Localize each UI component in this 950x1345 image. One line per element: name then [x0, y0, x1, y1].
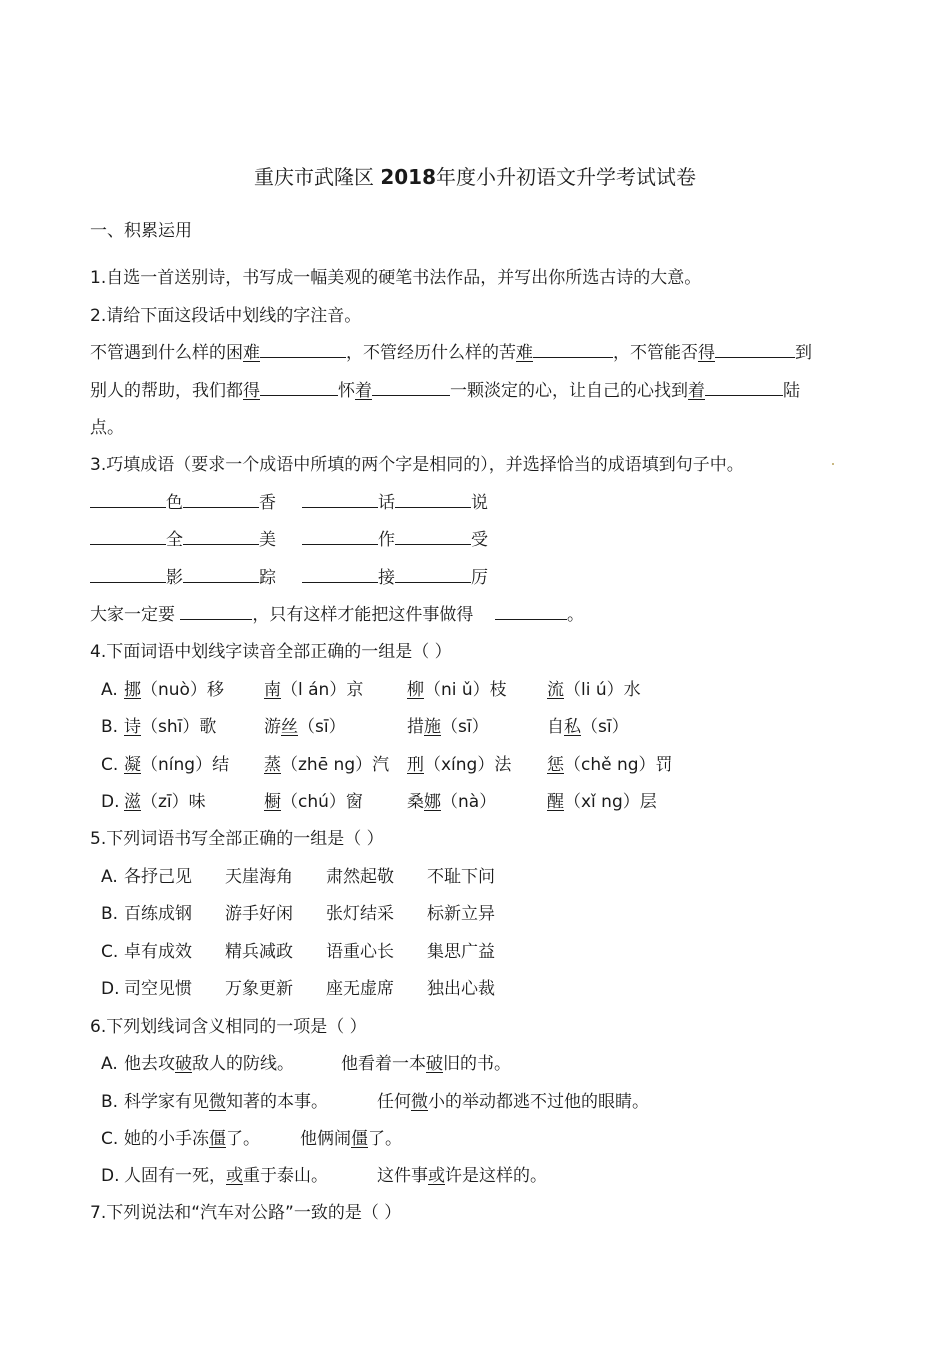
text: 旧的书。: [443, 1054, 511, 1074]
text: 不管遇到什么样的困: [90, 343, 243, 363]
option-item: [407, 716, 489, 738]
option-word: 精兵减政: [225, 942, 293, 962]
underlined-char: 得: [243, 381, 260, 401]
pinyin-text: （chú）窗: [281, 792, 363, 812]
idiom-char: 受: [471, 530, 488, 550]
answer-blank[interactable]: [715, 343, 795, 358]
section-heading: 一、积累运用: [90, 221, 192, 241]
option-word: 不耻下问: [427, 867, 495, 887]
option-word: 司空见惯: [124, 979, 192, 999]
option-sentence: [377, 1091, 649, 1113]
underlined-char: 南: [264, 680, 281, 700]
underlined-char: 蒸: [264, 755, 281, 775]
option-word: 集思广益: [427, 942, 495, 962]
answer-blank[interactable]: [495, 605, 567, 620]
idiom-row-1: [90, 492, 488, 514]
option-sentence: [124, 1053, 294, 1075]
idiom-char: 影: [166, 568, 183, 588]
idiom-char: 作: [378, 530, 395, 550]
answer-blank[interactable]: [395, 493, 471, 508]
option-label: B.: [101, 904, 119, 924]
title-year: 2018: [380, 165, 437, 189]
text: 到: [795, 343, 812, 363]
question-3-prompt: 3.巧填成语（要求一个成语中所填的两个字是相同的），并选择恰当的成语填到句子中。: [90, 455, 744, 475]
answer-blank[interactable]: [90, 493, 166, 508]
underlined-char: 娜: [424, 792, 441, 812]
answer-blank[interactable]: [533, 343, 613, 358]
underlined-char: 橱: [264, 792, 281, 812]
option-item: [264, 679, 363, 701]
text: ，不管经历什么样的苦: [346, 343, 516, 363]
text: 她的小手冻: [124, 1129, 209, 1149]
option-word: 百练成钢: [124, 904, 192, 924]
underlined-char: 施: [424, 717, 441, 737]
answer-blank[interactable]: [302, 568, 378, 583]
text: 桑: [407, 792, 424, 812]
option-label: A.: [101, 680, 118, 700]
option-item: [547, 716, 629, 738]
answer-blank[interactable]: [260, 343, 346, 358]
question-2-line-3: 点。: [90, 418, 124, 438]
question-1: 1.自选一首送别诗，书写成一幅美观的硬笔书法作品，并写出你所选古诗的大意。: [90, 268, 702, 288]
pinyin-text: （sī）: [298, 717, 346, 737]
answer-blank[interactable]: [180, 605, 252, 620]
underlined-char: 滋: [124, 792, 141, 812]
text: ，只有这样才能把这件事做得: [252, 605, 474, 625]
option-item: [407, 679, 507, 701]
option-label: A.: [101, 867, 118, 887]
idiom-char: 色: [166, 493, 183, 513]
underlined-char: 刑: [407, 755, 424, 775]
text: 一颗淡定的心，让自己的心找到: [450, 381, 688, 401]
question-6-prompt: 6.下列划线词含义相同的一项是（ ）: [90, 1017, 367, 1037]
page-title: [0, 166, 950, 188]
text: 科学家有见: [124, 1092, 209, 1112]
text: 小的举动都逃不过他的眼睛。: [428, 1092, 649, 1112]
idiom-char: 全: [166, 530, 183, 550]
idiom-char: 踪: [259, 568, 276, 588]
underlined-char: 或: [428, 1166, 445, 1186]
underlined-char: 难: [243, 343, 260, 363]
text: 措: [407, 717, 424, 737]
underlined-char: 僵: [351, 1129, 368, 1149]
idiom-row-3: [90, 567, 488, 589]
option-word: 万象更新: [225, 979, 293, 999]
option-item: [547, 791, 657, 813]
question-7-prompt: 7.下列说法和“汽车对公路”一致的是（ ）: [90, 1203, 402, 1223]
option-word: 天崖海角: [225, 867, 293, 887]
pinyin-text: （ni ǔ）枝: [424, 680, 507, 700]
answer-blank[interactable]: [372, 381, 450, 396]
question-2-line-2: [90, 380, 800, 402]
underlined-char: 着: [688, 381, 705, 401]
text: 他去攻: [124, 1054, 175, 1074]
underlined-char: 醒: [547, 792, 564, 812]
underlined-char: 微: [209, 1092, 226, 1112]
pinyin-text: （chě ng）罚: [564, 755, 673, 775]
answer-blank[interactable]: [395, 568, 471, 583]
option-word: 各抒己见: [124, 867, 192, 887]
title-post: 年度小升初语文升学考试试卷: [436, 165, 697, 189]
underlined-char: 挪: [124, 680, 141, 700]
option-label: D.: [101, 792, 120, 812]
pinyin-text: （shī）歌: [141, 717, 217, 737]
option-sentence: [124, 1091, 328, 1113]
text: ，不管能否: [613, 343, 698, 363]
text: 知著的本事。: [226, 1092, 328, 1112]
option-item: [264, 791, 363, 813]
option-label: C.: [101, 1129, 119, 1149]
idiom-char: 美: [259, 530, 276, 550]
text: 陆: [783, 381, 800, 401]
idiom-char: 接: [378, 568, 395, 588]
text: 人固有一死，: [124, 1166, 226, 1186]
title-pre: 重庆市武隆区: [253, 165, 374, 189]
option-word: 游手好闲: [225, 904, 293, 924]
question-4-prompt: 4.下面词语中划线字读音全部正确的一组是（ ）: [90, 642, 452, 662]
underlined-char: 着: [355, 381, 372, 401]
pinyin-text: （zī）味: [141, 792, 206, 812]
answer-blank[interactable]: [183, 568, 259, 583]
idiom-char: 厉: [471, 568, 488, 588]
option-sentence: [341, 1053, 511, 1075]
answer-blank[interactable]: [90, 568, 166, 583]
idiom-sentence: [90, 604, 584, 626]
option-sentence: [124, 1128, 260, 1150]
answer-blank[interactable]: [302, 493, 378, 508]
idiom-char: 话: [378, 493, 395, 513]
underlined-char: 得: [698, 343, 715, 363]
underlined-char: 微: [411, 1092, 428, 1112]
text: 任何: [377, 1092, 411, 1112]
option-word: 肃然起敬: [326, 867, 394, 887]
text: 。: [567, 605, 585, 625]
pinyin-text: （sī）: [441, 717, 489, 737]
text: 别人的帮助，我们都: [90, 381, 243, 401]
text: 许是这样的。: [445, 1166, 547, 1186]
option-label: B.: [101, 1092, 119, 1112]
option-item: [547, 679, 641, 701]
answer-blank[interactable]: [705, 381, 783, 396]
answer-blank[interactable]: [183, 530, 259, 545]
option-word: 卓有成效: [124, 942, 192, 962]
text: 游: [264, 717, 281, 737]
option-word: 独出心裁: [427, 979, 495, 999]
underlined-char: 凝: [124, 755, 141, 775]
underlined-char: 流: [547, 680, 564, 700]
answer-blank[interactable]: [395, 530, 471, 545]
option-label: C.: [101, 755, 119, 775]
underlined-char: 惩: [547, 755, 564, 775]
option-label: B.: [101, 717, 119, 737]
option-item: [124, 716, 216, 738]
option-label: A.: [101, 1054, 118, 1074]
idiom-char: 说: [471, 493, 488, 513]
pinyin-text: （xíng）法: [424, 755, 512, 775]
pinyin-text: （níng）结: [141, 755, 230, 775]
option-label: C.: [101, 942, 119, 962]
underlined-char: 柳: [407, 680, 424, 700]
question-2-prompt: 2.请给下面这段话中划线的字注音。: [90, 306, 362, 326]
option-item: [124, 791, 206, 813]
answer-blank[interactable]: [183, 493, 259, 508]
question-5-prompt: 5.下列词语书写全部正确的一组是（ ）: [90, 829, 384, 849]
option-word: 标新立异: [427, 904, 495, 924]
option-item: [547, 754, 673, 776]
stray-mark: [832, 463, 834, 465]
underlined-char: 僵: [209, 1129, 226, 1149]
option-sentence: [124, 1165, 328, 1187]
underlined-char: 或: [226, 1166, 243, 1186]
option-sentence: [377, 1165, 547, 1187]
text: 敌人的防线。: [192, 1054, 294, 1074]
text: 他俩闹: [300, 1129, 351, 1149]
option-item: [124, 679, 224, 701]
underlined-char: 破: [426, 1054, 443, 1074]
option-word: 语重心长: [326, 942, 394, 962]
idiom-row-2: [90, 529, 488, 551]
pinyin-text: （nà）: [441, 792, 497, 812]
option-word: 张灯结采: [326, 904, 394, 924]
text: 这件事: [377, 1166, 428, 1186]
underlined-char: 破: [175, 1054, 192, 1074]
underlined-char: 私: [564, 717, 581, 737]
option-item: [124, 754, 229, 776]
pinyin-text: （xǐ ng）层: [564, 792, 657, 812]
underlined-char: 难: [516, 343, 533, 363]
text: 了。: [368, 1129, 402, 1149]
underlined-char: 诗: [124, 717, 141, 737]
text: 怀: [338, 381, 355, 401]
question-2-line-1: [90, 342, 812, 364]
text: 他看着一本: [341, 1054, 426, 1074]
pinyin-text: （nuò）移: [141, 680, 224, 700]
underlined-char: 丝: [281, 717, 298, 737]
idiom-char: 香: [259, 493, 276, 513]
pinyin-text: （zhē ng）汽: [281, 755, 390, 775]
pinyin-text: （sī）: [581, 717, 629, 737]
option-item: [264, 754, 389, 776]
option-label: D.: [101, 1166, 120, 1186]
option-word: 座无虚席: [326, 979, 394, 999]
option-item: [407, 754, 511, 776]
answer-blank[interactable]: [90, 530, 166, 545]
pinyin-text: （li ú）水: [564, 680, 641, 700]
text: 自: [547, 717, 564, 737]
option-label: D.: [101, 979, 120, 999]
option-item: [264, 716, 346, 738]
option-sentence: [300, 1128, 402, 1150]
answer-blank[interactable]: [302, 530, 378, 545]
text: 了。: [226, 1129, 260, 1149]
answer-blank[interactable]: [260, 381, 338, 396]
text: 重于泰山。: [243, 1166, 328, 1186]
option-item: [407, 791, 496, 813]
text: 大家一定要: [90, 605, 175, 625]
pinyin-text: （l án）京: [281, 680, 364, 700]
